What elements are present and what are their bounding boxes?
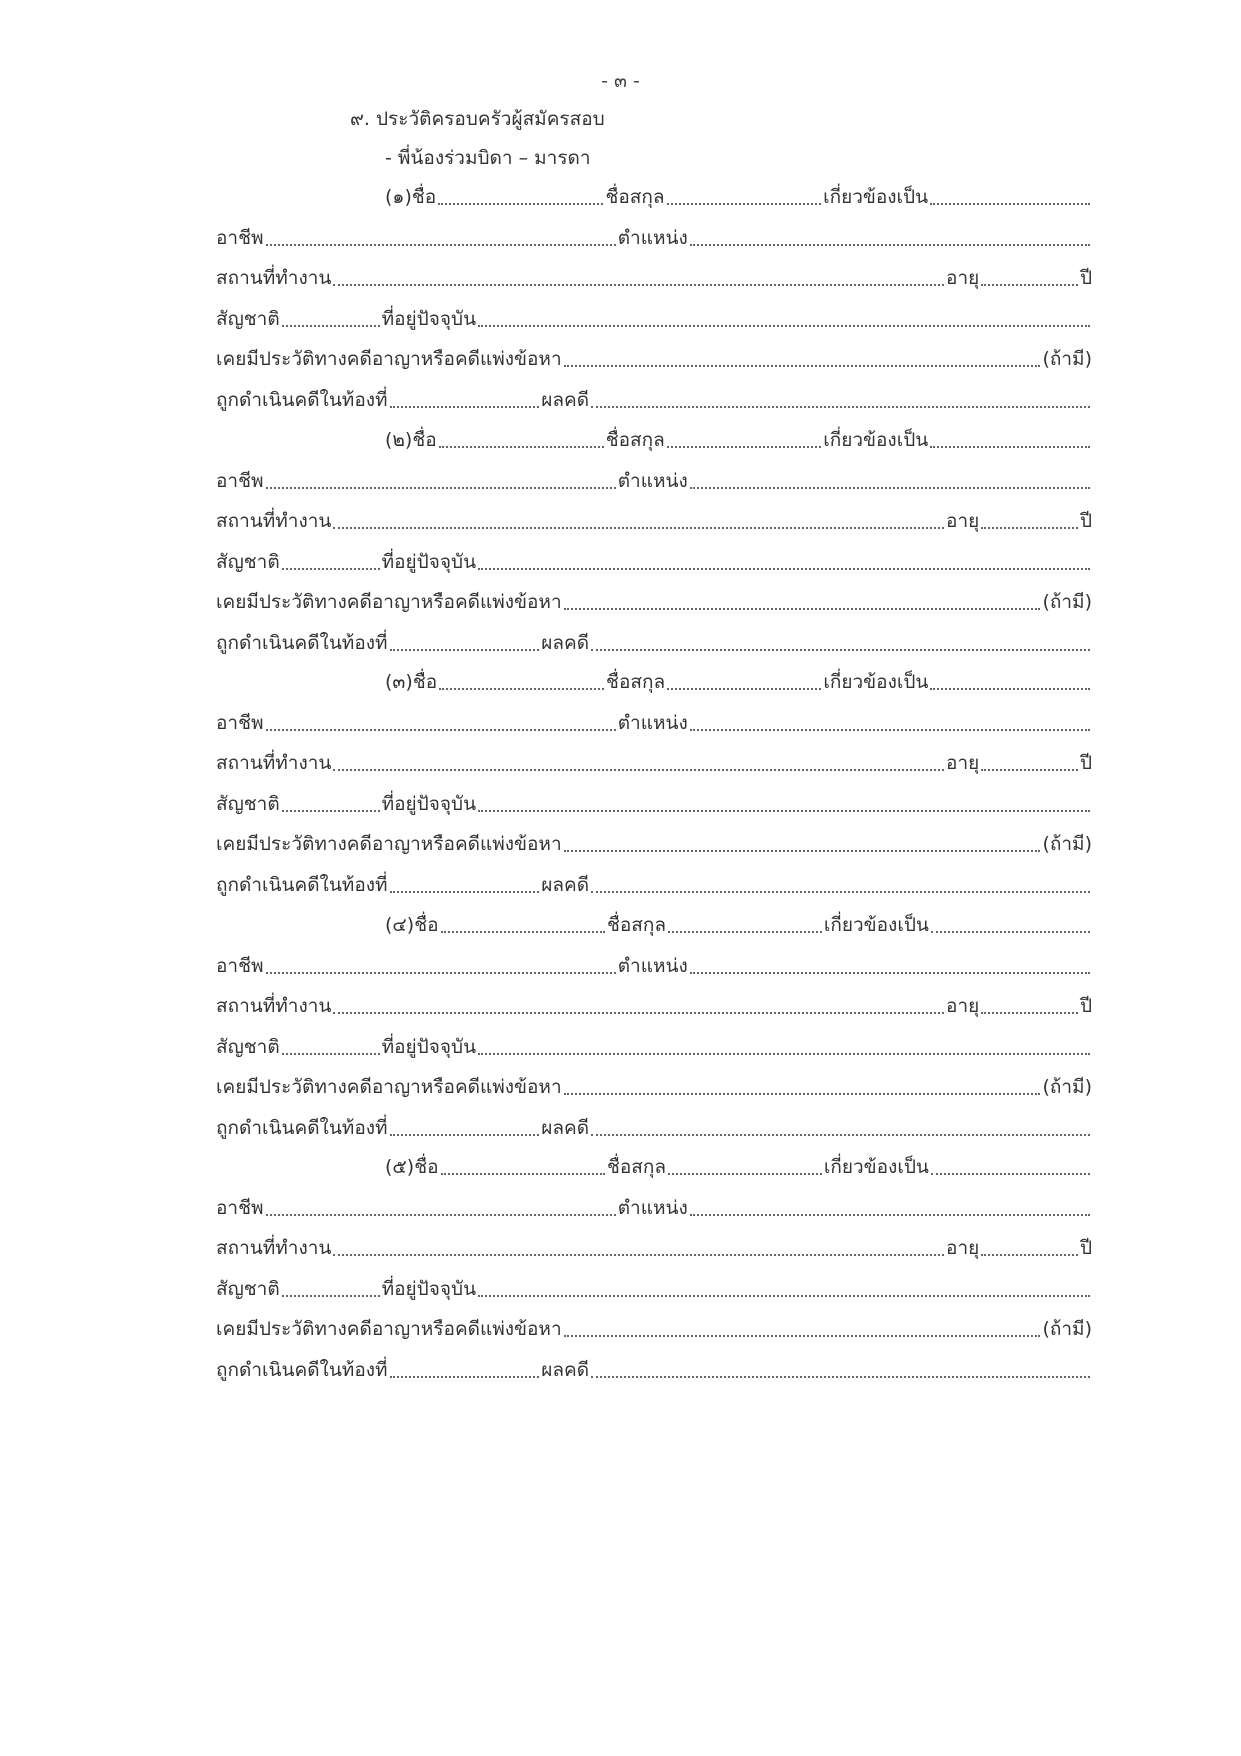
subsection-title: - พี่น้องร่วมบิดา – มารดา (385, 147, 591, 169)
sibling-name-row (385, 182, 1092, 212)
surname-field[interactable] (668, 1173, 822, 1175)
surname-label: ชื่อสกุล (605, 429, 665, 451)
case-location-label: ถูกดำเนินคดีในท้องที่ (216, 631, 388, 654)
nationality-field[interactable] (282, 1053, 380, 1055)
case-result-label: ผลคดี (541, 1358, 590, 1381)
case-location-label: ถูกดำเนินคดีในท้องที่ (216, 873, 388, 896)
sibling-occupation-row (216, 951, 1092, 981)
nationality-label: สัญชาติ (216, 792, 280, 815)
sibling-address-row (216, 789, 1092, 819)
sibling-case-history-row (216, 1314, 1092, 1344)
name-label: ชื่อ (414, 1156, 439, 1178)
case-history-label: เคยมีประวัติทางคดีอาญาหรือคดีแพ่งข้อหา (216, 1318, 562, 1340)
sibling-name-row (385, 425, 1092, 455)
workplace-label: สถานที่ทำงาน (216, 510, 332, 532)
nationality-field[interactable] (282, 810, 380, 812)
sibling-occupation-row (216, 1193, 1092, 1223)
case-result-field[interactable] (591, 1376, 1090, 1378)
sibling-number: (๑) (385, 186, 412, 208)
year-label: ปี (1079, 995, 1092, 1017)
case-location-label: ถูกดำเนินคดีในท้องที่ (216, 388, 388, 411)
position-label: ตำแหน่ง (617, 711, 688, 734)
if-any-label: (ถ้ามี) (1042, 1318, 1092, 1340)
position-field[interactable] (690, 972, 1090, 974)
position-label: ตำแหน่ง (617, 954, 688, 977)
age-field[interactable] (981, 527, 1078, 529)
position-label: ตำแหน่ง (617, 226, 688, 249)
relation-field[interactable] (931, 1173, 1090, 1175)
workplace-label: สถานที่ทำงาน (216, 267, 332, 289)
sibling-workplace-row (216, 1233, 1092, 1263)
year-label: ปี (1079, 752, 1092, 774)
sibling-number: (๒) (385, 429, 413, 451)
surname-field[interactable] (667, 203, 822, 205)
address-label: ที่อยู่ปัจจุบัน (381, 1035, 477, 1058)
address-label: ที่อยู่ปัจจุบัน (381, 1277, 477, 1300)
sibling-workplace-row (216, 263, 1092, 293)
sibling-workplace-row (216, 506, 1092, 536)
sibling-address-row (216, 1274, 1092, 1304)
nationality-label: สัญชาติ (216, 550, 280, 573)
name-label: ชื่อ (411, 186, 437, 208)
sibling-case-result-row (216, 1113, 1092, 1143)
case-history-field[interactable] (564, 365, 1041, 367)
address-field[interactable] (478, 810, 1090, 812)
if-any-label: (ถ้ามี) (1042, 833, 1092, 855)
relation-field[interactable] (930, 446, 1090, 448)
surname-label: ชื่อสกุล (605, 186, 665, 208)
sibling-workplace-row (216, 991, 1092, 1021)
name-field[interactable] (439, 446, 604, 448)
sibling-name-row (385, 667, 1092, 697)
surname-label: ชื่อสกุล (606, 914, 667, 936)
occupation-label: อาชีพ (216, 469, 264, 492)
name-field[interactable] (441, 931, 605, 933)
case-result-label: ผลคดี (541, 1116, 590, 1139)
relation-field[interactable] (930, 688, 1090, 690)
age-label: อายุ (946, 995, 980, 1017)
section-title: ๙. ประวัติครอบครัวผู้สมัครสอบ (350, 108, 605, 130)
surname-field[interactable] (667, 688, 821, 690)
age-field[interactable] (981, 1012, 1078, 1014)
position-label: ตำแหน่ง (617, 469, 688, 492)
nationality-field[interactable] (282, 568, 380, 570)
relation-label: เกี่ยวข้องเป็น (823, 671, 929, 693)
sibling-number: (๕) (385, 1156, 415, 1178)
address-label: ที่อยู่ปัจจุบัน (381, 307, 477, 330)
case-location-field[interactable] (390, 649, 540, 651)
case-history-field[interactable] (564, 1093, 1041, 1095)
relation-label: เกี่ยวข้องเป็น (823, 429, 929, 451)
if-any-label: (ถ้ามี) (1042, 591, 1092, 613)
year-label: ปี (1079, 1237, 1092, 1259)
if-any-label: (ถ้ามี) (1042, 1076, 1092, 1098)
sibling-case-history-row (216, 587, 1092, 617)
sibling-case-history-row (216, 829, 1092, 859)
case-history-field[interactable] (564, 1335, 1041, 1337)
position-field[interactable] (690, 729, 1090, 731)
occupation-label: อาชีพ (216, 1196, 264, 1219)
position-field[interactable] (690, 487, 1090, 489)
year-label: ปี (1079, 267, 1092, 289)
name-field[interactable] (439, 688, 604, 690)
occupation-field[interactable] (266, 1214, 616, 1216)
case-location-label: ถูกดำเนินคดีในท้องที่ (216, 1358, 388, 1381)
if-any-label: (ถ้ามี) (1042, 348, 1092, 370)
workplace-label: สถานที่ทำงาน (216, 752, 332, 774)
position-field[interactable] (690, 1214, 1090, 1216)
case-location-field[interactable] (390, 1134, 540, 1136)
sibling-occupation-row (216, 223, 1092, 253)
sibling-address-row (216, 547, 1092, 577)
case-history-label: เคยมีประวัติทางคดีอาญาหรือคดีแพ่งข้อหา (216, 348, 562, 370)
sibling-case-result-row (216, 870, 1092, 900)
name-label: ชื่อ (412, 429, 437, 451)
surname-field[interactable] (667, 446, 821, 448)
sibling-number: (๔) (385, 914, 415, 936)
sibling-case-history-row (216, 1072, 1092, 1102)
sibling-number: (๓) (385, 671, 413, 693)
workplace-field[interactable] (333, 1012, 944, 1014)
case-result-field[interactable] (591, 1134, 1090, 1136)
surname-label: ชื่อสกุล (606, 671, 666, 693)
sibling-case-history-row (216, 344, 1092, 374)
sibling-case-result-row (216, 385, 1092, 415)
workplace-label: สถานที่ทำงาน (216, 995, 332, 1017)
occupation-label: อาชีพ (216, 954, 264, 977)
age-label: อายุ (946, 1237, 980, 1259)
name-label: ชื่อ (412, 671, 438, 693)
sibling-address-row (216, 1032, 1092, 1062)
case-result-label: ผลคดี (541, 631, 590, 654)
sibling-case-result-row (216, 628, 1092, 658)
age-field[interactable] (981, 284, 1078, 286)
workplace-label: สถานที่ทำงาน (216, 1237, 332, 1259)
workplace-field[interactable] (333, 769, 944, 771)
name-field[interactable] (438, 203, 603, 205)
occupation-field[interactable] (266, 487, 616, 489)
case-result-field[interactable] (591, 891, 1090, 893)
case-location-field[interactable] (390, 406, 540, 408)
address-field[interactable] (478, 1295, 1090, 1297)
address-label: ที่อยู่ปัจจุบัน (381, 792, 477, 815)
relation-label: เกี่ยวข้องเป็น (823, 914, 929, 936)
relation-label: เกี่ยวข้องเป็น (823, 1156, 929, 1178)
nationality-field[interactable] (282, 325, 380, 327)
position-label: ตำแหน่ง (617, 1196, 688, 1219)
occupation-label: อาชีพ (216, 226, 264, 249)
nationality-field[interactable] (282, 1295, 380, 1297)
address-field[interactable] (478, 325, 1090, 327)
position-field[interactable] (690, 244, 1090, 246)
relation-label: เกี่ยวข้องเป็น (823, 186, 929, 208)
sibling-occupation-row (216, 466, 1092, 496)
sibling-name-row (385, 910, 1092, 940)
relation-field[interactable] (931, 931, 1090, 933)
occupation-field[interactable] (266, 972, 616, 974)
address-field[interactable] (478, 1053, 1090, 1055)
nationality-label: สัญชาติ (216, 307, 280, 330)
year-label: ปี (1079, 510, 1092, 532)
case-location-label: ถูกดำเนินคดีในท้องที่ (216, 1116, 388, 1139)
age-field[interactable] (981, 1254, 1078, 1256)
workplace-field[interactable] (333, 1254, 944, 1256)
sibling-occupation-row (216, 708, 1092, 738)
age-field[interactable] (981, 769, 1078, 771)
sibling-name-row (385, 1152, 1092, 1182)
address-field[interactable] (478, 568, 1090, 570)
name-field[interactable] (441, 1173, 605, 1175)
case-history-label: เคยมีประวัติทางคดีอาญาหรือคดีแพ่งข้อหา (216, 1076, 562, 1098)
occupation-field[interactable] (266, 729, 616, 731)
case-history-label: เคยมีประวัติทางคดีอาญาหรือคดีแพ่งข้อหา (216, 833, 562, 855)
address-label: ที่อยู่ปัจจุบัน (381, 550, 477, 573)
surname-field[interactable] (668, 931, 822, 933)
age-label: อายุ (946, 752, 980, 774)
surname-label: ชื่อสกุล (606, 1156, 667, 1178)
case-history-field[interactable] (564, 608, 1041, 610)
case-result-field[interactable] (591, 649, 1090, 651)
nationality-label: สัญชาติ (216, 1277, 280, 1300)
page-number: - ๓ - (601, 70, 640, 92)
sibling-workplace-row (216, 748, 1092, 778)
case-location-field[interactable] (390, 1376, 540, 1378)
case-history-label: เคยมีประวัติทางคดีอาญาหรือคดีแพ่งข้อหา (216, 591, 562, 613)
occupation-label: อาชีพ (216, 711, 264, 734)
relation-field[interactable] (930, 203, 1090, 205)
workplace-field[interactable] (333, 527, 944, 529)
age-label: อายุ (946, 510, 980, 532)
sibling-address-row (216, 304, 1092, 334)
workplace-field[interactable] (333, 284, 944, 286)
case-result-label: ผลคดี (541, 388, 590, 411)
occupation-field[interactable] (266, 244, 616, 246)
case-result-label: ผลคดี (541, 873, 590, 896)
name-label: ชื่อ (414, 914, 439, 936)
age-label: อายุ (946, 267, 980, 289)
case-result-field[interactable] (591, 406, 1090, 408)
case-history-field[interactable] (564, 850, 1041, 852)
nationality-label: สัญชาติ (216, 1035, 280, 1058)
case-location-field[interactable] (390, 891, 540, 893)
sibling-case-result-row (216, 1355, 1092, 1385)
